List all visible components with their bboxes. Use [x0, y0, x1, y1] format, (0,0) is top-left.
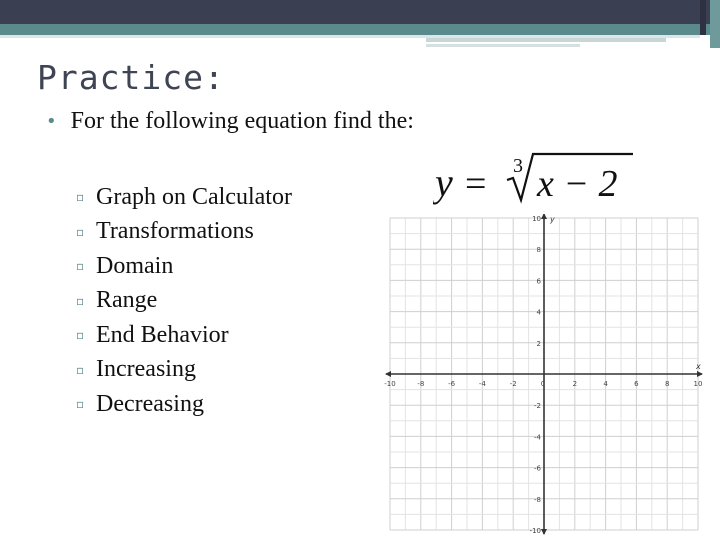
equation [433, 152, 643, 212]
y-tick-label: -6 [534, 464, 541, 473]
x-tick-label: -4 [478, 380, 486, 388]
task-list-item [76, 215, 292, 250]
task-label: Decreasing [96, 390, 204, 417]
x-tick-label: 6 [634, 380, 639, 388]
task-list-item [76, 284, 292, 319]
task-label: Range [96, 287, 158, 314]
square-bullet-icon: ▫ [76, 293, 85, 308]
task-label: End Behavior [96, 321, 229, 348]
square-bullet-icon: ▫ [76, 224, 85, 239]
task-list-item [76, 249, 292, 284]
y-tick-label: -10 [529, 527, 541, 535]
task-label: Graph on Calculator [96, 183, 292, 210]
header-divider-short [426, 38, 666, 42]
y-tick-label: 10 [532, 215, 541, 223]
main-bullet [46, 108, 414, 135]
task-label: Increasing [96, 356, 196, 383]
radical-index: 3 [513, 155, 523, 177]
y-tick-label: 4 [536, 308, 541, 317]
x-axis-arrow-left-icon [385, 371, 391, 377]
task-list-item [76, 353, 292, 388]
y-tick-label: 6 [536, 277, 541, 286]
header-accent-bar [0, 24, 720, 35]
task-label: Transformations [96, 218, 254, 245]
x-tick-label: 10 [693, 380, 703, 388]
square-bullet-icon: ▫ [76, 397, 85, 412]
x-tick-label: 0 [540, 380, 546, 388]
y-tick-label: -2 [534, 402, 541, 411]
y-axis-arrow-down-icon [541, 529, 547, 535]
radicand: x − 2 [537, 163, 618, 205]
equation-lhs: y [435, 160, 453, 205]
x-tick-label: -8 [417, 380, 425, 388]
task-label: Domain [96, 252, 174, 279]
header-accent-block [700, 0, 706, 35]
y-tick-label: 8 [536, 246, 541, 255]
x-axis-label: x [696, 362, 701, 371]
x-tick-label: 2 [572, 380, 578, 388]
x-tick-label: 4 [603, 380, 608, 388]
task-list [76, 180, 292, 422]
task-list-item [76, 180, 292, 215]
x-axis-arrow-right-icon [697, 371, 703, 377]
coordinate-grid [384, 214, 704, 536]
bullet-dot-icon: • [46, 111, 57, 132]
square-bullet-icon: ▫ [76, 328, 85, 343]
y-axis-label: y [550, 215, 555, 224]
y-tick-label: -8 [534, 495, 541, 504]
equation-equals: = [465, 163, 487, 205]
x-tick-label: -10 [384, 380, 396, 388]
y-tick-label: -4 [534, 433, 541, 442]
prompt-text: For the following equation find the: [70, 108, 414, 134]
x-tick-label: 8 [664, 380, 670, 388]
header-bar [0, 0, 720, 24]
header-accent-block-right [710, 0, 720, 48]
header-divider-shorter [426, 44, 580, 47]
square-bullet-icon: ▫ [76, 259, 85, 274]
task-list-item [76, 318, 292, 353]
task-list-item [76, 387, 292, 422]
x-tick-label: -2 [509, 380, 517, 388]
square-bullet-icon: ▫ [76, 190, 85, 205]
y-tick-label: 2 [536, 339, 541, 348]
y-axis-arrow-up-icon [541, 214, 547, 219]
x-tick-label: -6 [448, 380, 456, 388]
square-bullet-icon: ▫ [76, 362, 85, 377]
slide-title: Practice: [37, 58, 225, 97]
